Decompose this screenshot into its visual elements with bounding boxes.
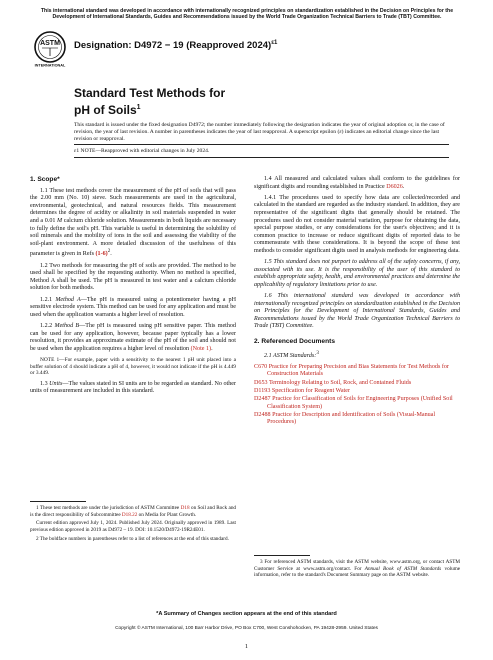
ref-title: Terminology Relating to Soil, Rock, and Contained Fluids (268, 379, 412, 386)
footnotes-left (30, 505, 236, 545)
designation (74, 40, 277, 51)
summary-of-changes-note: *A Summary of Changes section appears at the end of this standard (156, 611, 337, 617)
page-title (74, 86, 414, 117)
footnotes-right (254, 559, 460, 581)
ref-code: D653 (254, 379, 268, 386)
para-1-5: 1.5 This standard does not purport to address all of the safety concerns, if any, associated with its use. It is the responsibility of the user of this standard to establish appropriate safety, health, and environmental practices and determine the applicability of regulatory limitations prior to use. (254, 259, 460, 288)
logo-text: INTERNATIONAL (34, 63, 66, 68)
footnote-2: 2 The boldface numbers in parentheses refer to a list of references at the end of this standard. (36, 535, 229, 542)
list-item[interactable] (254, 388, 460, 396)
page-number: 1 (244, 643, 249, 650)
list-item[interactable] (254, 412, 460, 427)
svg-text:ASTM: ASTM (40, 40, 60, 47)
para-1-2-1: 1.2.1 Method A—The pH is measured using a potentiometer having a pH sensitive electrode system. This method can be used for any application and must be used when the application warrants a higher level of resolution. (30, 296, 236, 318)
right-column (254, 176, 460, 428)
footnote-3: 3 For referenced ASTM standards, visit the ASTM website, www.astm.org, or contact ASTM Customer Service at www.astm.org/contact. For Annual Book of ASTM Standards volume information, refer to the standard's Document Summary page on the ASTM website. (254, 559, 461, 579)
footnote-rule-left (30, 501, 86, 502)
title-line-2: pH of Soils (74, 102, 137, 117)
footnote-1-edition: Current edition approved July 1, 2024. Published July 2024. Originally approved in 1989. Last previous edition approved in 2019 as D4972 – 19. DOI: 10.1520/D4972-19R24E01. (30, 520, 236, 533)
copyright: Copyright © ASTM International, 100 Barr Harbor Drive, PO Box C700, West Conshohocken, PA 19428-2959. United States (115, 626, 378, 631)
astm-logo-icon (30, 28, 70, 68)
divider-bottom (74, 157, 449, 158)
list-item[interactable] (254, 380, 460, 388)
ref-link-1-6[interactable]: (1-6) (95, 251, 108, 258)
link-d18-22[interactable]: D18.22 (121, 511, 138, 518)
footnote-1: 1 These test methods are under the jurisdiction of ASTM Committee D18 on Soil and Rock and is the direct responsibility of Subcommittee D18.22 on Media for Plant Growth. (30, 505, 237, 518)
para-1-3: 1.3 Units—The values stated in SI units are to be regarded as standard. No other units of measurement are included in this standard. (30, 380, 236, 395)
ref-code: D1193 (254, 387, 271, 394)
editorial-note: ε1 NOTE—Reapproved with editorial changes in July 2024. (74, 148, 210, 154)
list-item[interactable] (254, 396, 460, 411)
header-notice: This international standard was developed in accordance with internationally recognized principles on standardization established in the Decision on Principles for the Development of International Standards, Guides and Recommendations issued by the World Trade Organization Technical Barriers to Trade (TBT) Committee. (40, 8, 454, 21)
title-footnote-marker: 1 (136, 103, 141, 111)
para-1-2: 1.2 Two methods for measuring the pH of soils are provided. The method to be used shall be specified by the requesting authority. When no method is specified, Method A shall be used. The pH is measured in test water and a calcium chloride solution for both methods. (30, 262, 236, 292)
designation-text: Designation: D4972 − 19 (Reapproved 2024) (74, 40, 272, 52)
ref-code: D2488 (254, 411, 271, 418)
ref-code: C670 (254, 363, 268, 370)
designation-epsilon: ε1 (271, 40, 278, 46)
note-1-link[interactable]: (Note 1) (190, 345, 212, 352)
note-1: NOTE 1—For example, paper with a sensitivity to the nearest 1 pH unit placed into a buffer solution of 4 should indicate a pH of 4, however, it would not indicate if the pH is 4.449 or 3.449. (30, 356, 236, 377)
left-column (30, 176, 236, 399)
divider-top (74, 144, 449, 145)
title-line-1: Standard Test Methods for (74, 86, 226, 100)
ref-code: D2487 (254, 396, 271, 403)
para-1-4: 1.4 All measured and calculated values shall conform to the guidelines for significant digits and rounding established in Practice D6026. (254, 176, 460, 190)
ref-title: Specification for Reagent Water (271, 387, 350, 394)
refs-heading: 2. Referenced Documents (254, 338, 335, 346)
para-1-1: 1.1 These test methods cover the measurement of the pH of soils that will pass the 2.00 mm (No. 10) sieve. Such measurements are used in the agricultural, environmental, geotechnical, and natural resources fields. This measurement determines the degree of acidity or alkalinity in soil materials suspended in water and a 0.01 M calcium chloride solution. Measurements in both liquids are necessary to fully define the soil's pH. This variable is useful in determining the solubility of soil minerals and the mobility of ions in the soil and assessing the viability of the soil-plant environment. A more detailed discussion of the usefulness of this parameter is given in Refs $(1-6)^2$. (30, 187, 236, 258)
para-2-1: 2.1 ASTM Standards:$^3$ (264, 349, 319, 359)
ref-title: Practice for Classification of Soils for Engineering Purposes (Unified Soil Classification System) (267, 396, 453, 410)
issued-text: This standard is issued under the fixed designation D4972; the number immediately following the designation indicates the year of original adoption or, in the case of revision, the year of last revision. A number in parentheses indicates the year of last reapproval. A superscript epsilon (ε) indicates an editorial change since the last revision or reapproval. (74, 122, 445, 143)
referenced-standards-list (254, 364, 460, 427)
link-d6026[interactable]: D6026 (386, 183, 403, 190)
para-1-4-1: 1.4.1 The procedures used to specify how data are collected/recorded and calculated in the standard are regarded as the industry standard. In addition, they are representative of the significant digits that generally should be retained. The procedures used do not consider material variation, purpose for obtaining the data, special purpose studies, or any considerations for the user's objectives; and it is common practice to increase or reduce significant digits of reported data to be commensurate with these considerations. It is beyond the scope of these test methods to consider significant digits used in analysis methods for engineering data. (254, 194, 460, 254)
para-1-2-2: 1.2.2 Method B—The pH is measured using pH sensitive paper. This method can be used for any application, however, because paper typically has a lower resolution, it provides an approximate estimate of the pH of the soil and should not be used when the application requires a higher level of resolution (Note 1). (30, 322, 236, 352)
list-item[interactable] (254, 364, 460, 379)
para-1-6: 1.6 This international standard was developed in accordance with internationally recognized principles on standardization established in the Decision on Principles for the Development of International Standards, Guides and Recommendations issued by the World Trade Organization Technical Barriers to Trade (TBT) Committee. (254, 293, 460, 330)
ref-title: Practice for Description and Identification of Soils (Visual-Manual Procedures) (267, 411, 436, 426)
link-d18[interactable]: D18 (180, 505, 190, 511)
footnote-rule-right (254, 555, 310, 556)
scope-heading: 1. Scope* (30, 176, 60, 183)
ref-title: Practice for Preparing Precision and Bias Statements for Test Methods for Construction Materials (267, 363, 449, 378)
